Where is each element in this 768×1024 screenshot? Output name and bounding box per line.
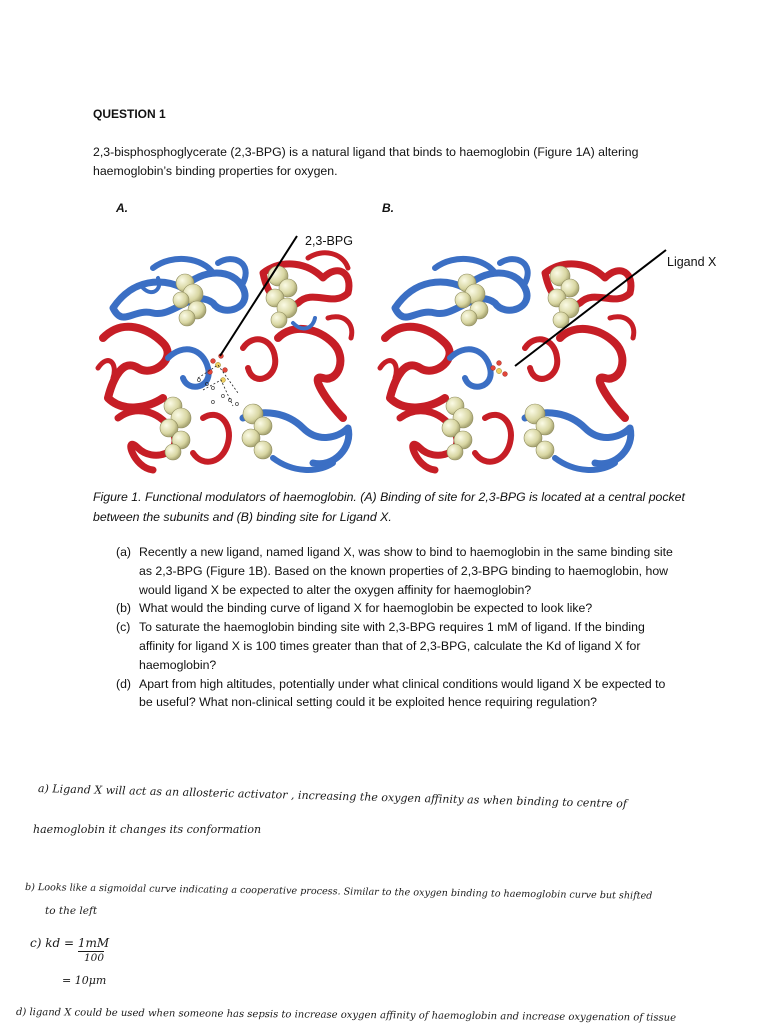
- structure-a: [98, 236, 352, 470]
- svg-text:o: o: [205, 381, 209, 388]
- subquestion-marker: (d): [116, 676, 132, 691]
- subquestion-marker: (c): [116, 620, 131, 635]
- answer-c-denominator: 100: [84, 952, 105, 964]
- svg-text:o: o: [211, 385, 215, 392]
- answer-d-line-1: d) ligand X could be used when someone has sepsis to increase oxygen affinity of haemoglobin and increase oxygenation of tissue: [15, 1007, 677, 1024]
- subquestion-text: To saturate the haemoglobin binding site with 2,3-BPG requires 1 mM of ligand. If the binding affinity for ligand X is 100 times greater than that of 2,3-BPG, calculate the Kd of ligand X for haemoglobin?: [139, 620, 645, 672]
- subquestion-text: Apart from high altitudes, potentially under what clinical conditions would ligand X be expected to be useful? What non-clinical setting could it be exploited hence requiring regulation?: [139, 676, 666, 710]
- answer-a-line-2: haemoglobin it changes its conformation: [33, 823, 262, 836]
- svg-text:o: o: [221, 393, 225, 400]
- figure-caption: Figure 1. Functional modulators of haemoglobin. (A) Binding of site for 2,3-BPG is located at a central pocket between the subunits and (B) binding site for Ligand X.: [93, 490, 685, 524]
- svg-text:o: o: [197, 377, 201, 384]
- handwritten-answers: [0, 760, 768, 1024]
- subquestion-a: [116, 543, 676, 599]
- answer-b-line-1: b) Looks like a sigmoidal curve indicating a cooperative process. Similar to the oxygen binding to haemoglobin curve but shifted: [24, 882, 653, 902]
- subquestion-c: [116, 618, 676, 674]
- subquestion-d: [116, 675, 676, 713]
- question-title: QUESTION 1: [93, 107, 166, 121]
- answer-c-line-1: c) kd = 1mM: [30, 936, 110, 950]
- subquestion-text: Recently a new ligand, named ligand X, was show to bind to haemoglobin in the same binding site as 2,3-BPG (Figure 1B). Based on the known properties of 2,3-BPG binding to haemoglobin, how would ligand X be expected to alter the oxygen affinity for haemoglobin?: [139, 545, 673, 597]
- svg-text:o: o: [228, 397, 232, 404]
- answer-b-line-2: to the left: [45, 905, 98, 917]
- subquestion-marker: (a): [116, 545, 132, 559]
- label-ligand-x: Ligand X: [667, 255, 717, 269]
- subquestion-marker: (b): [116, 601, 132, 616]
- svg-text:o: o: [235, 401, 239, 408]
- subquestion-list: [116, 543, 676, 712]
- hemoglobin-figure: [93, 228, 733, 485]
- subquestion-b: [116, 599, 676, 618]
- structure-b: [380, 250, 666, 470]
- panel-b-label: B.: [382, 201, 394, 215]
- label-2-3-bpg: 2,3-BPG: [305, 234, 353, 248]
- answer-c-line-2: = 10μm: [62, 974, 107, 987]
- hemoglobin-structures: [93, 228, 733, 480]
- subquestion-text: What would the binding curve of ligand X for haemoglobin be expected to look like?: [139, 601, 593, 616]
- answer-a-line-1: a) Ligand X will act as an allosteric activator , increasing the oxygen affinity as when binding to centre of: [37, 782, 628, 811]
- svg-text:o: o: [211, 399, 215, 406]
- panel-a-label: A.: [116, 201, 128, 215]
- question-intro: 2,3-bisphosphoglycerate (2,3-BPG) is a natural ligand that binds to haemoglobin (Figure 1A) altering haemoglobin’s binding properties for oxygen.: [93, 145, 639, 178]
